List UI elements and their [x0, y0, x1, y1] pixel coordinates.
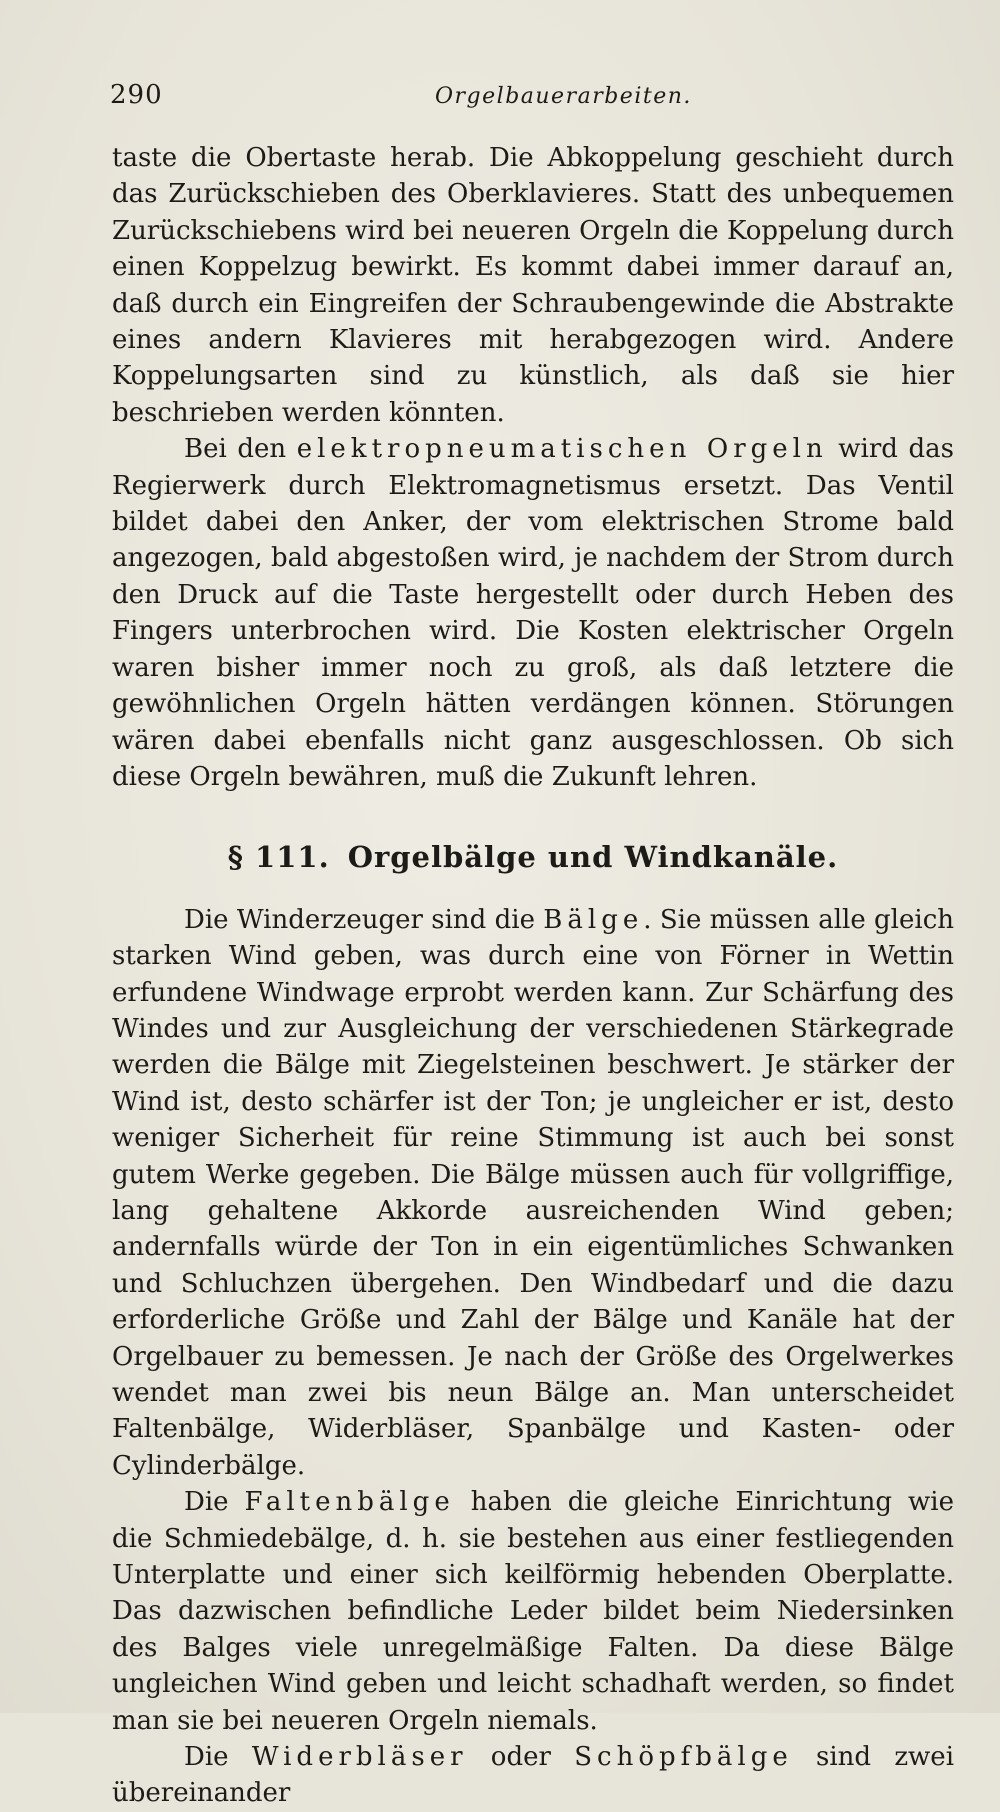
paragraph-bellows	[112, 902, 954, 1485]
text-run: Bei den	[184, 434, 297, 465]
body-text	[112, 140, 954, 1812]
text-run: oder	[467, 1742, 575, 1773]
paragraph-coupling: taste die Obertaste herab. Die Abkoppelung geschieht durch das Zurückschieben des Oberklavieres. Statt des unbequemen Zurückschiebens wird bei neueren Orgeln die Koppelung durch einen Koppelzug bewirkt. Es kommt dabei immer darauf an, daß durch ein Eingreifen der Schraubengewinde die Abstrakte eines andern Klavieres mit herabgezogen wird. Andere Koppelungsarten sind zu künstlich, als daß sie hier beschrieben werden könnten.	[112, 143, 954, 428]
section-heading	[112, 839, 954, 875]
paragraph-electropneumatic	[112, 431, 954, 795]
spaced-term: elektropneumatischen Orgeln	[296, 434, 828, 465]
text-run: . Sie müssen alle gleich starken Wind geben, was durch eine von Förner in Wettin erfundene Windwage erprobt werden kann. Zur Schärfung des Windes und zur Ausgleichung der verschiedenen Stärkegrade werden die Bälge mit Ziegelsteinen beschwert. Je stärker der Wind ist, desto schärfer ist der Ton; je ungleicher er ist, desto weniger Sicherheit für reine Stimmung ist auch bei sonst gutem Werke gegeben. Die Bälge müssen auch für vollgriffige, lang gehaltene Akkorde ausreichenden Wind geben; andernfalls würde der Ton in ein eigentümliches Schwanken und Schluchzen übergehen. Den Windbedarf und die dazu erforderliche Größe und Zahl der Bälge und Kanäle hat der Orgelbauer zu bemessen. Je nach der Größe des Orgelwerkes wendet man zwei bis neun Bälge an. Man unterscheidet Faltenbälge, Widerbläser, Spanbälge und Kasten- oder Cylinderbälge.	[112, 904, 955, 1481]
spaced-term: Faltenbälge	[244, 1487, 455, 1518]
text-run: Die Winderzeuger sind die	[184, 904, 544, 935]
spaced-term: Bälge	[543, 904, 644, 935]
text-run: wird das Regierwerk durch Elektromagnetismus ersetzt. Das Ventil bildet dabei den Anker, der vom elektrischen Strome bald angezogen, bald abgestoßen wird, je nachdem der Strom durch den Druck auf die Taste hergestellt oder durch Heben des Fingers unterbrochen wird. Die Kosten elektrischer Orgeln waren bisher immer noch zu groß, als daß letztere die gewöhnlichen Orgeln hätten verdängen können. Störungen wären dabei ebenfalls nicht ganz ausgeschlossen. Ob sich diese Orgeln bewähren, muß die Zukunft lehren.	[112, 434, 954, 792]
text-run: haben die gleiche Einrichtung wie die Schmiedebälge, d. h. sie bestehen aus einer festliegenden Unterplatte und einer sich keilförmig hebenden Oberplatte. Das dazwischen befindliche Leder bildet beim Niedersinken des Balges viele unregelmäßige Falten. Da diese Bälge ungleichen Wind geben und leicht schadhaft werden, so findet man sie bei neueren Orgeln niemals.	[112, 1487, 955, 1736]
spaced-term: Schöpfbälge	[574, 1742, 793, 1773]
page-number: 290	[110, 80, 163, 110]
page-header	[110, 80, 920, 120]
paragraph-widerblaeser	[112, 1739, 954, 1812]
section-number: § 111.	[227, 840, 330, 875]
text-run: Die	[184, 1487, 245, 1518]
text-run: Die	[184, 1742, 252, 1773]
paragraph-faltenbaelge	[112, 1484, 954, 1739]
section-title: Orgelbälge und Windkanäle.	[347, 840, 839, 875]
running-head: Orgelbauerarbeiten.	[435, 84, 692, 109]
spaced-term: Widerbläser	[251, 1742, 468, 1773]
text-run: sind zwei übereinander	[112, 1742, 955, 1809]
